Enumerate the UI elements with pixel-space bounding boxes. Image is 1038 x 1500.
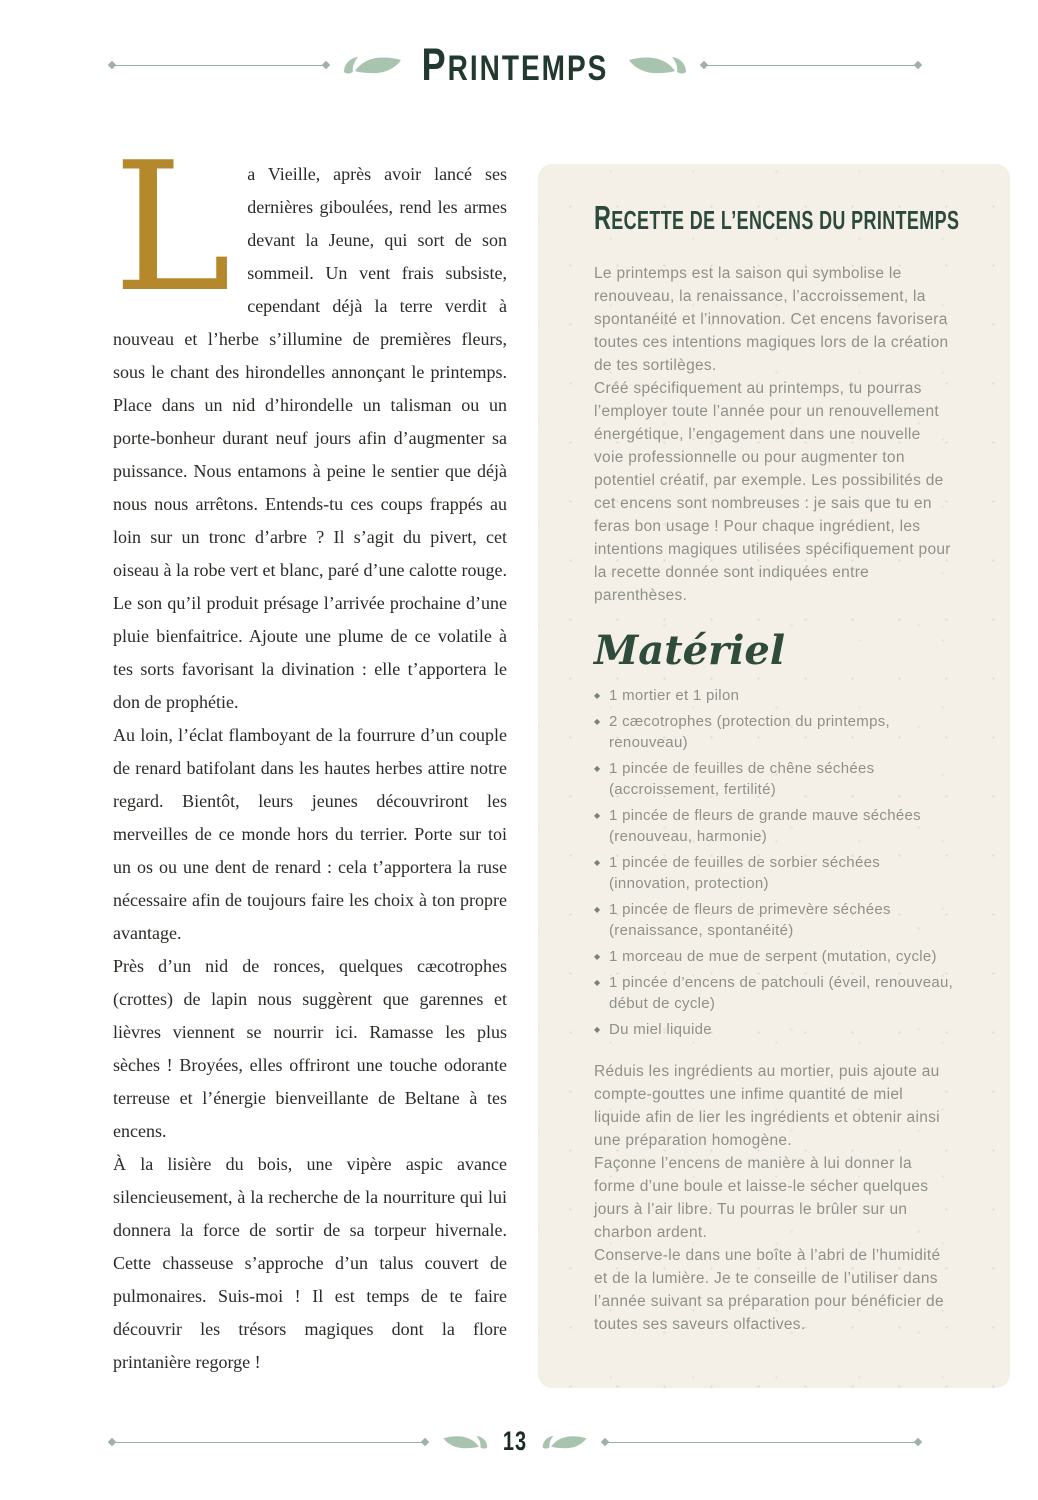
recipe-box — [538, 164, 1010, 1388]
leaf-ornament-icon — [440, 1432, 490, 1452]
leaf-ornament-icon — [625, 52, 689, 78]
material-item: ◆ Du miel liquide — [594, 1019, 954, 1040]
material-item: ◆ 1 pincée de fleurs de primevère séchées (renaissance, spontanéité) — [594, 899, 954, 941]
article-paragraph: Au loin, l’éclat flamboyant de la fourrure d’un couple de renard batifolant dans les hautes herbes attire notre regard. Bientôt, leurs jeunes découvriront les merveilles de ce monde hors du terrier. Porte sur toi un os ou une dent de renard : cela t’apportera la ruse nécessaire afin de toujours faire les choix à ton propre avantage. — [113, 725, 507, 943]
recipe-intro-paragraph: Le printemps est la saison qui symbolise le renouveau, la renaissance, l’accroissement, la spontanéité et l’innovation. Cet encens favorisera toutes ces intentions magiques lors de la création de tes sortilèges. — [594, 265, 949, 374]
material-item: ◆ 2 cæcotrophes (protection du printemps, renouveau) — [594, 711, 954, 753]
article-paragraph — [113, 124, 507, 719]
footer-rule-left — [110, 1442, 427, 1443]
material-item: ◆ 1 pincée de feuilles de sorbier séchées (innovation, protection) — [594, 852, 954, 894]
material-item: ◆ 1 morceau de mue de serpent (mutation, cycle) — [594, 946, 954, 967]
article-column — [113, 124, 507, 1379]
material-item: ◆ 1 pincée de feuilles de chêne séchées (accroissement, fertilité) — [594, 758, 954, 800]
page-header — [110, 38, 920, 90]
recipe-method-paragraph: Façonne l’encens de manière à lui donner la forme d’une boule et laisse-le sécher quelques jours à l’air libre. Tu pourras le brûler sur un charbon ardent. — [594, 1155, 929, 1241]
leaf-ornament-icon — [540, 1432, 590, 1452]
recipe-intro-paragraph: Créé spécifiquement au printemps, tu pourras l’employer toute l’année pour un renouvellement énergétique, l’engagement dans une nouvelle voie professionnelle ou pour augmenter ton potentiel créatif, par exemple. Les possibilités de cet encens sont nombreuses : je sais que tu en feras bon usage ! Pour chaque ingrédient, les intentions magiques utilisées spécifiquement pour la recette donnée sont indiquées entre parenthèses. — [594, 380, 951, 604]
article-paragraph: Près d’un nid de ronces, quelques cæcotrophes (crottes) de lapin nous suggèrent que garennes et lièvres viennent se nourrir ici. Ramasse les plus sèches ! Broyées, elles offriront une touche odorante terreuse et l’énergie bienveillante de Beltane à tes encens. — [113, 956, 507, 1141]
paragraph-text: a Vieille, après avoir lancé ses dernières giboulées, rend les armes devant la Jeune, qui sort de son sommeil. Un vent frais subsiste, cependant déjà la terre verdit à nouveau et l’herbe s’illumine de premières fleurs, sous le chant des hirondelles annonçant le printemps. Place dans un nid d’hirondelle un talisman ou un porte-bonheur durant neuf jours afin d’augmenter sa puissance. Nous entamons à peine le sentier que déjà nous nous arrêtons. Entends-tu ces coups frappés au loin sur un tronc d’arbre ? Il s’agit du pivert, cet oiseau à la robe vert et blanc, paré d’une calotte rouge. Le son qu’il produit présage l’arrivée prochaine d’une pluie bienfaitrice. Ajoute une plume de ce volatile à tes sorts favorisant la divination : elle t’apportera le don de prophétie. — [113, 164, 507, 712]
materials-heading: Matériel — [594, 627, 786, 674]
recipe-title: RECETTE DE L’ENCENS DU PRINTEMPS — [594, 199, 960, 237]
page-title: PRINTEMPS — [421, 38, 609, 90]
article-paragraph: À la lisière du bois, une vipère aspic avance silencieusement, à la recherche de la nourriture qui lui donnera la force de sortir de sa torpeur hivernale. Cette chasseuse s’approche d’un talus couvert de pulmonaires. Suis-moi ! Il est temps de te faire découvrir les trésors magiques dont la flore printanière regorge ! — [113, 1154, 507, 1372]
page-number: 13 — [502, 1426, 528, 1457]
materials-list — [594, 685, 954, 1040]
leaf-ornament-icon — [341, 52, 405, 78]
header-rule-right — [702, 65, 920, 66]
recipe-method-paragraph: Conserve-le dans une boîte à l’abri de l’humidité et de la lumière. Je te conseille de l’utiliser dans l’année suivant sa préparation pour bénéficier de toutes ses saveurs olfactives. — [594, 1247, 944, 1333]
page-footer — [110, 1428, 920, 1456]
header-rule-left — [110, 65, 328, 66]
material-item: ◆ 1 pincée d’encens de patchouli (éveil, renouveau, début de cycle) — [594, 972, 954, 1014]
recipe-method-paragraph: Réduis les ingrédients au mortier, puis ajoute au compte-gouttes une infime quantité de miel liquide afin de lier les ingrédients et obtenir ainsi une préparation homogène. — [594, 1063, 940, 1149]
footer-rule-right — [603, 1442, 920, 1443]
drop-cap: L — [113, 124, 232, 331]
material-item: ◆ 1 pincée de fleurs de grande mauve séchées (renouveau, harmonie) — [594, 805, 954, 847]
material-item: ◆ 1 mortier et 1 pilon — [594, 685, 954, 706]
